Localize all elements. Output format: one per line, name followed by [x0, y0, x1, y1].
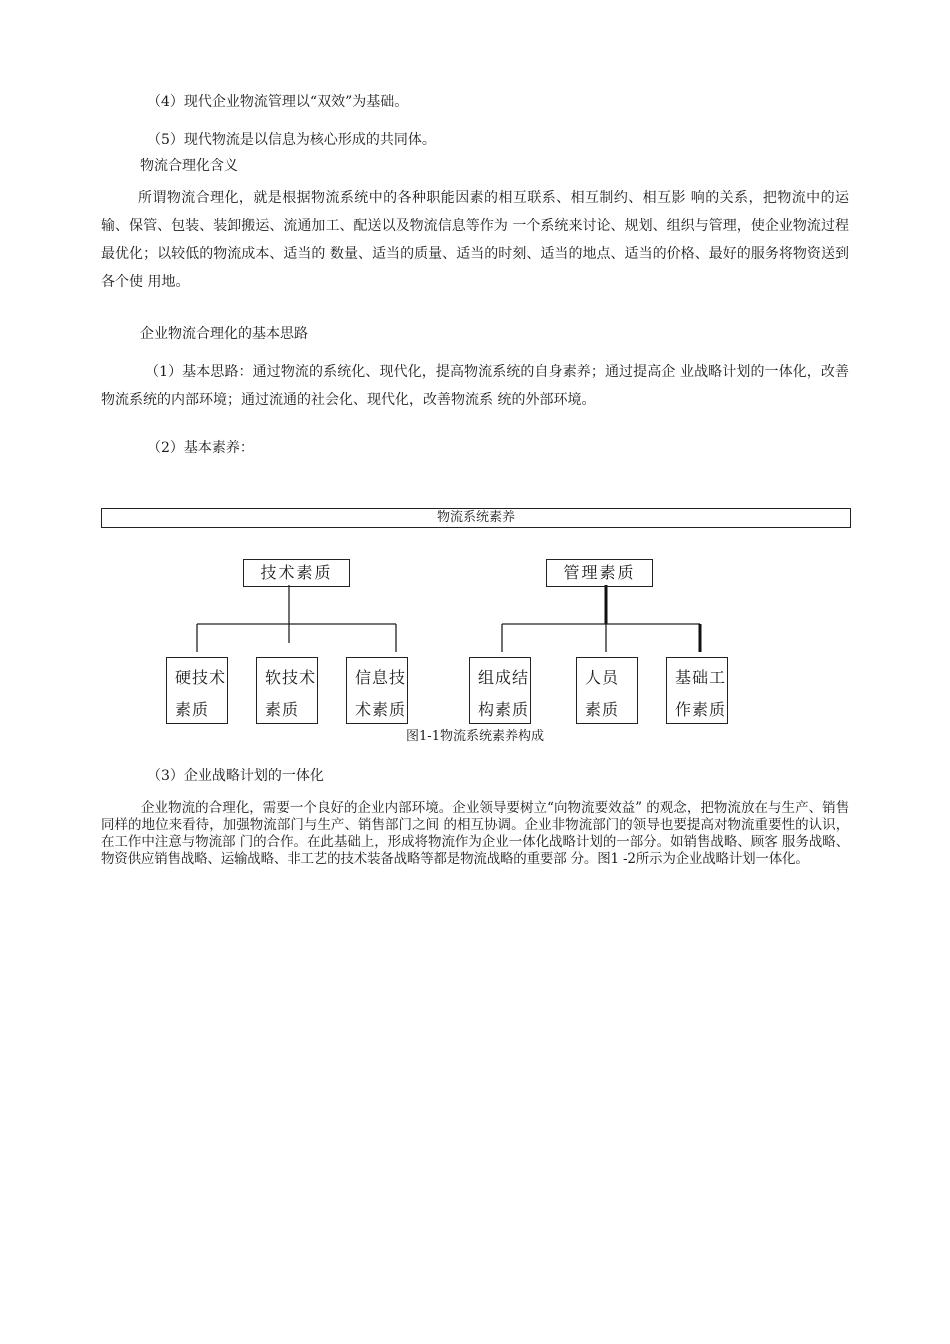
paragraph-rationalization: 所谓物流合理化，就是根据物流系统中的各种职能因素的相互联系、相互制约、相互影 响的关系，把物流中的运输、保管、包装、装卸搬运、流通加工、配送以及物流信息等作为 一个系统来讨论、规划、组织与管理，使企业物流过程最优化；以较低的物流成本、适当的 数量、适当的质量、适当的时刻、适当的地点、适当的价格、最好的服务将物资送到各个使 用地。	[101, 190, 849, 290]
list-item-5: （5）现代物流是以信息为核心形成的共同体。	[147, 132, 436, 148]
list-item-3: （3）企业战略计划的一体化	[147, 768, 324, 784]
leaf-line-2: 术素质	[355, 700, 407, 719]
leaf-line-1: 人员	[585, 668, 620, 687]
leaf-line-2: 构素质	[478, 700, 530, 719]
paragraph-basic-approach: （1）基本思路：通过物流的系统化、现代化，提高物流系统的自身素养；通过提高企 业战略计划的一体化，改善物流系统的内部环境；通过流通的社会化、现代化，改善物流系 统的外部环境。	[101, 364, 849, 408]
tech-quality-box: 技术素质	[243, 559, 350, 587]
management-quality-box: 管理素质	[546, 559, 653, 587]
leaf-line-2: 素质	[175, 700, 210, 719]
list-item-4: （4）现代企业物流管理以“双效”为基础。	[147, 94, 409, 110]
section-heading-rationalization: 物流合理化含义	[140, 158, 238, 174]
figure-banner: 物流系统素养	[101, 508, 851, 528]
personnel-box	[576, 657, 638, 724]
section-heading-basic-approach: 企业物流合理化的基本思路	[140, 326, 308, 342]
soft-tech-box	[256, 657, 318, 724]
leaf-line-1: 硬技术	[175, 668, 227, 687]
leaf-line-2: 素质	[265, 700, 300, 719]
figure-caption: 图1-1物流系统素养构成	[406, 729, 544, 744]
leaf-line-1: 基础工	[675, 668, 727, 687]
paragraph-integration: 企业物流的合理化，需要一个良好的企业内部环境。企业领导要树立“向物流要效益” 的观念，把物流放在与生产、销售同样的地位来看待，加强物流部门与生产、销售部门之间 的相互协调。企业非物流部门的领导也要提高对物流重要性的认识，在工作中注意与物流部 门的合作。在此基础上，形成将物流作为企业一体化战略计划的一部分。如销售战略、顾客 服务战略、物资供应销售战略、运输战略、非工艺的技术装备战略等都是物流战略的重要部 分。图1 -2所示为企业战略计划一体化。	[101, 800, 849, 867]
hard-tech-box	[166, 657, 228, 724]
leaf-line-1: 软技术	[265, 668, 317, 687]
leaf-line-1: 组成结	[478, 668, 530, 687]
info-tech-box	[346, 657, 408, 724]
structure-box	[469, 657, 531, 724]
foundation-box	[666, 657, 728, 724]
leaf-line-2: 作素质	[675, 700, 727, 719]
leaf-line-1: 信息技	[355, 668, 407, 687]
list-item-2: （2）基本素养：	[147, 440, 254, 456]
leaf-line-2: 素质	[585, 700, 620, 719]
